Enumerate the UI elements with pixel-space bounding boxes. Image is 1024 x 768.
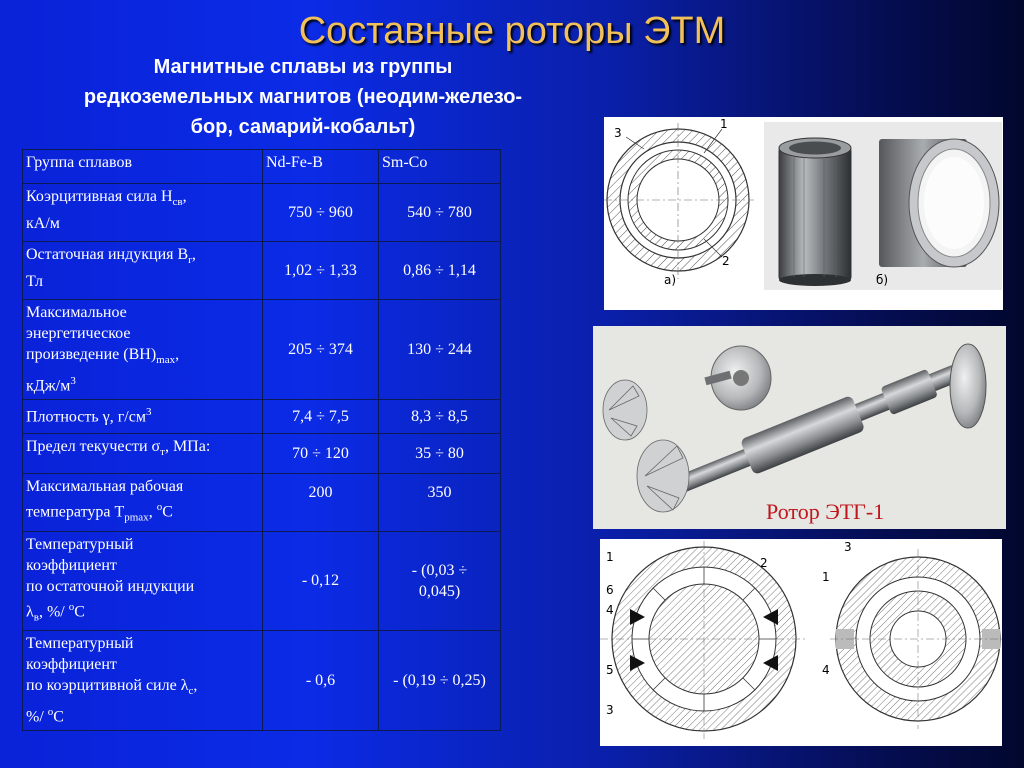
- rotor-cross-section-drawing: [600, 539, 1002, 746]
- table-row: [23, 433, 501, 473]
- row-name: Коэрцитивная сила $Н_{св}$, кА/м: [23, 184, 263, 242]
- table-row: [23, 242, 501, 300]
- row-value-smco: - (0,03 ÷ 0,045): [379, 531, 501, 631]
- row-value-ndfeb: 750 ÷ 960: [263, 184, 379, 242]
- left-callout-5: 5: [606, 663, 614, 677]
- left-callout-6: 6: [606, 583, 614, 597]
- row-value-ndfeb: 1,02 ÷ 1,33: [263, 242, 379, 300]
- subtitle-line-1: Магнитные сплавы из группы: [153, 56, 453, 78]
- row-name: Температурный коэффициент по коэрцитивной силе $\lambda_c$, %/ $^o$С: [23, 631, 263, 731]
- row-value-smco: 35 ÷ 80: [379, 433, 501, 473]
- row-name: Плотность γ, $г/см^3$: [23, 399, 263, 433]
- right-callout-4: 4: [822, 663, 830, 677]
- right-callout-3: 3: [844, 540, 852, 554]
- table-row: [23, 531, 501, 631]
- row-value-ndfeb: 7,4 ÷ 7,5: [263, 399, 379, 433]
- row-value-smco: 0,86 ÷ 1,14: [379, 242, 501, 300]
- slide-subtitle: [18, 52, 588, 142]
- right-callout-1: 1: [822, 570, 830, 584]
- left-callout-4: 4: [606, 603, 614, 617]
- row-value-smco: - (0,19 ÷ 0,25): [379, 631, 501, 731]
- label-b: б): [876, 273, 889, 287]
- row-value-ndfeb: 205 ÷ 374: [263, 300, 379, 400]
- callout-3: 3: [614, 126, 622, 140]
- table-row: [23, 399, 501, 433]
- magnet-sleeve-drawing: [604, 117, 1003, 310]
- alloy-properties-table: [22, 149, 501, 731]
- row-name: Максимальное энергетическое произведение $(ВН)_{max}$, кДж/$м^3$: [23, 300, 263, 400]
- rotor-cross-section-figure: [600, 539, 1002, 746]
- row-value-smco: 350: [379, 473, 501, 531]
- table-row: [23, 631, 501, 731]
- row-name: Остаточная индукция $В_r$, Тл: [23, 242, 263, 300]
- subtitle-line-2: редкоземельных магнитов (неодим-железо-: [83, 86, 523, 108]
- row-value-smco: 540 ÷ 780: [379, 184, 501, 242]
- row-value-smco: 130 ÷ 244: [379, 300, 501, 400]
- row-value-ndfeb: 200: [263, 473, 379, 531]
- magnet-sleeve-figure: [604, 117, 1003, 310]
- rotor-caption: Ротор ЭТГ-1: [766, 499, 885, 524]
- row-value-ndfeb: 70 ÷ 120: [263, 433, 379, 473]
- row-value-smco: 8,3 ÷ 8,5: [379, 399, 501, 433]
- table-header-row: [23, 150, 501, 184]
- subtitle-line-3: бор, самарий-кобальт): [190, 116, 416, 138]
- label-a: а): [664, 273, 677, 287]
- table-row: [23, 300, 501, 400]
- left-callout-1: 1: [606, 550, 614, 564]
- row-name: Температурный коэффициент по остаточной индукции $\lambda_в$, %/ $^o$С: [23, 531, 263, 631]
- row-value-ndfeb: - 0,6: [263, 631, 379, 731]
- left-callout-2: 2: [760, 556, 768, 570]
- row-name: Предел текучести $\sigma_т$, МПа:: [23, 433, 263, 473]
- table-row: [23, 184, 501, 242]
- callout-1: 1: [720, 117, 728, 131]
- header-group: Группа сплавов: [23, 150, 263, 184]
- header-ndfeb: Nd-Fe-B: [263, 150, 379, 184]
- left-callout-3: 3: [606, 703, 614, 717]
- table-row: [23, 473, 501, 531]
- header-smco: Sm-Co: [379, 150, 501, 184]
- row-value-ndfeb: - 0,12: [263, 531, 379, 631]
- row-name: Максимальная рабочая температура $Т_{рmax}$, $^o$С: [23, 473, 263, 531]
- slide-title: Составные роторы ЭТМ: [298, 10, 726, 52]
- callout-2: 2: [722, 254, 730, 268]
